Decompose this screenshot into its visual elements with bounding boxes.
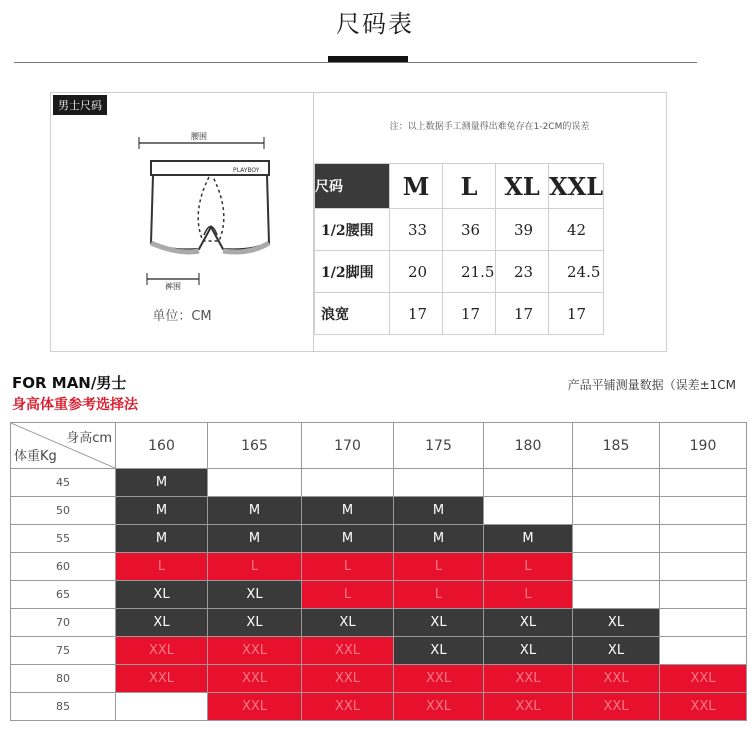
- size-recommendation-cell: XL: [208, 609, 302, 637]
- size-recommendation-cell: M: [116, 469, 208, 497]
- weight-label: 75: [11, 637, 116, 665]
- size-recommendation-cell: XL: [573, 637, 660, 665]
- size-recommendation-cell: [660, 581, 747, 609]
- weight-label: 55: [11, 525, 116, 553]
- size-header-xl: XL: [496, 164, 549, 209]
- height-header-185: 185: [573, 423, 660, 469]
- height-header-row: [11, 423, 747, 469]
- title-divider: [14, 62, 697, 63]
- size-table: [314, 163, 604, 335]
- table-row: [11, 469, 747, 497]
- size-recommendation-cell: XL: [302, 609, 394, 637]
- weight-label: 70: [11, 609, 116, 637]
- size-recommendation-cell: XL: [573, 609, 660, 637]
- selection-note: 产品平铺测量数据（误差±1CM: [567, 378, 736, 392]
- size-recommendation-cell: XL: [116, 581, 208, 609]
- size-recommendation-cell: XXL: [660, 665, 747, 693]
- size-recommendation-cell: XXL: [394, 693, 484, 721]
- size-recommendation-cell: L: [302, 553, 394, 581]
- table-row: [11, 525, 747, 553]
- size-header-label: 尺码: [315, 164, 390, 209]
- size-recommendation-cell: XXL: [208, 665, 302, 693]
- size-header-m: M: [390, 164, 443, 209]
- height-header-160: 160: [116, 423, 208, 469]
- table-row: [11, 637, 747, 665]
- size-recommendation-cell: [302, 469, 394, 497]
- brand-label: PLAYBOY: [233, 167, 260, 174]
- size-recommendation-cell: XL: [208, 581, 302, 609]
- size-cell: 17: [549, 293, 604, 335]
- size-recommendation-cell: [573, 525, 660, 553]
- measurement-note: 注：以上数据手工测量得出难免存在1-2CM的误差: [389, 122, 590, 132]
- size-recommendation-cell: M: [394, 525, 484, 553]
- size-recommendation-cell: XXL: [302, 665, 394, 693]
- weight-axis-label: 体重Kg: [14, 449, 57, 464]
- size-cell: 33: [390, 209, 443, 251]
- selection-subtitle: 身高体重参考选择法: [12, 397, 138, 413]
- height-header-165: 165: [208, 423, 302, 469]
- size-recommendation-cell: L: [394, 581, 484, 609]
- size-recommendation-cell: [573, 553, 660, 581]
- size-recommendation-cell: XXL: [484, 665, 573, 693]
- size-recommendation-cell: [484, 469, 573, 497]
- height-header-175: 175: [394, 423, 484, 469]
- size-recommendation-cell: XL: [394, 637, 484, 665]
- size-recommendation-cell: XL: [394, 609, 484, 637]
- size-recommendation-cell: [208, 469, 302, 497]
- table-row: [11, 497, 747, 525]
- table-row: [11, 693, 747, 721]
- size-cell: 42: [549, 209, 604, 251]
- size-recommendation-cell: XXL: [484, 693, 573, 721]
- size-recommendation-cell: [660, 525, 747, 553]
- size-recommendation-cell: XXL: [573, 693, 660, 721]
- waist-label: 腰围: [191, 132, 207, 141]
- weight-label: 60: [11, 553, 116, 581]
- size-chart-panel: [50, 92, 667, 352]
- size-recommendation-cell: [660, 469, 747, 497]
- size-recommendation-cell: [660, 553, 747, 581]
- row-label: 浪宽: [315, 293, 390, 335]
- size-recommendation-cell: L: [484, 553, 573, 581]
- table-row: [11, 581, 747, 609]
- weight-label: 45: [11, 469, 116, 497]
- size-cell: 17: [443, 293, 496, 335]
- boxer-diagram-icon: [99, 123, 299, 303]
- diagram-panel: [51, 93, 314, 351]
- size-header-xxl: XXL: [549, 164, 604, 209]
- size-recommendation-cell: XXL: [394, 665, 484, 693]
- size-recommendation-cell: XXL: [302, 693, 394, 721]
- size-recommendation-cell: XXL: [302, 637, 394, 665]
- size-recommendation-cell: XXL: [116, 637, 208, 665]
- size-recommendation-cell: XL: [484, 609, 573, 637]
- weight-label: 85: [11, 693, 116, 721]
- size-recommendation-cell: L: [208, 553, 302, 581]
- height-header-190: 190: [660, 423, 747, 469]
- size-cell: 24.5: [549, 251, 604, 293]
- table-row: [11, 553, 747, 581]
- size-recommendation-cell: M: [302, 497, 394, 525]
- size-recommendation-cell: M: [116, 525, 208, 553]
- size-recommendation-cell: XXL: [116, 665, 208, 693]
- size-recommendation-cell: M: [394, 497, 484, 525]
- size-recommendation-cell: [116, 693, 208, 721]
- size-recommendation-cell: M: [484, 525, 573, 553]
- size-table-header: [315, 164, 604, 209]
- leg-label: 裤围: [165, 282, 181, 291]
- title-accent-bar: [328, 56, 408, 62]
- size-row-waist: [315, 209, 604, 251]
- row-label: 1/2脚围: [315, 251, 390, 293]
- selection-title: FOR MAN/男士: [12, 374, 127, 392]
- size-recommendation-cell: M: [116, 497, 208, 525]
- size-recommendation-cell: XXL: [573, 665, 660, 693]
- size-recommendation-cell: M: [208, 497, 302, 525]
- table-row: [11, 609, 747, 637]
- size-recommendation-cell: XXL: [660, 693, 747, 721]
- size-recommendation-cell: XXL: [208, 693, 302, 721]
- size-recommendation-cell: L: [116, 553, 208, 581]
- weight-label: 50: [11, 497, 116, 525]
- size-row-rise: [315, 293, 604, 335]
- unit-label: 单位：CM: [152, 309, 212, 324]
- size-recommendation-cell: [394, 469, 484, 497]
- table-corner: [11, 423, 116, 469]
- size-row-leg: [315, 251, 604, 293]
- size-recommendation-cell: L: [302, 581, 394, 609]
- size-header-l: L: [443, 164, 496, 209]
- size-recommendation-cell: XL: [484, 637, 573, 665]
- height-header-180: 180: [484, 423, 573, 469]
- size-cell: 23: [496, 251, 549, 293]
- weight-label: 80: [11, 665, 116, 693]
- row-label: 1/2腰围: [315, 209, 390, 251]
- size-recommendation-cell: [573, 581, 660, 609]
- size-cell: 36: [443, 209, 496, 251]
- size-recommendation-cell: L: [484, 581, 573, 609]
- size-recommendation-cell: [660, 609, 747, 637]
- size-cell: 17: [496, 293, 549, 335]
- weight-label: 65: [11, 581, 116, 609]
- size-recommendation-cell: [660, 497, 747, 525]
- size-recommendation-cell: L: [394, 553, 484, 581]
- size-recommendation-cell: [484, 497, 573, 525]
- size-recommendation-cell: [573, 497, 660, 525]
- size-recommendation-cell: XL: [116, 609, 208, 637]
- height-header-170: 170: [302, 423, 394, 469]
- size-cell: 39: [496, 209, 549, 251]
- height-weight-table: [10, 422, 747, 721]
- size-recommendation-cell: M: [208, 525, 302, 553]
- page-title: 尺码表: [336, 10, 414, 38]
- size-recommendation-cell: [573, 469, 660, 497]
- height-axis-label: 身高cm: [66, 431, 112, 446]
- size-cell: 20: [390, 251, 443, 293]
- size-recommendation-cell: M: [302, 525, 394, 553]
- size-cell: 17: [390, 293, 443, 335]
- mens-size-badge: 男士尺码: [53, 95, 107, 115]
- size-cell: 21.5: [443, 251, 496, 293]
- size-recommendation-cell: XXL: [208, 637, 302, 665]
- table-row: [11, 665, 747, 693]
- size-recommendation-cell: [660, 637, 747, 665]
